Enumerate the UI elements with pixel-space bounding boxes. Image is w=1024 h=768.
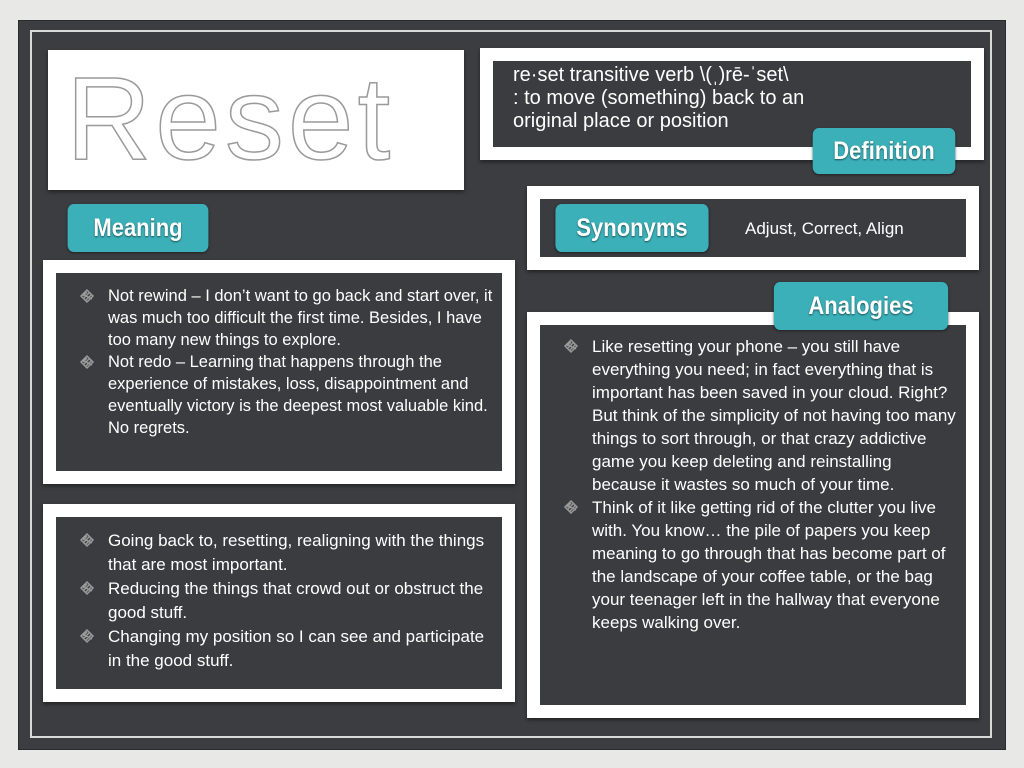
- list-item: [56, 351, 502, 439]
- scribble-bullet-icon: [78, 287, 96, 305]
- synonyms-label: Synonyms: [555, 204, 708, 252]
- list-item: [56, 577, 502, 625]
- definition-line: original place or position: [513, 110, 729, 132]
- meaning-text: Not redo – Learning that happens through the experience of mistakes, loss, disappointment and eventually victory is the deepest most valuable kind. No regrets.: [108, 353, 488, 437]
- meaning-card-2: [43, 504, 515, 702]
- meaning-text: Changing my position so I can see and participate in the good stuff.: [108, 627, 485, 670]
- definition-line: re·set transitive verb \(ˌ)rē-ˈset\: [513, 64, 789, 86]
- scribble-bullet-icon: [562, 337, 580, 355]
- list-item: [540, 335, 966, 496]
- page-title: Reset: [66, 53, 395, 185]
- meaning-card-1: [43, 260, 515, 484]
- scribble-bullet-icon: [78, 627, 96, 645]
- title-card: [48, 50, 464, 190]
- analogy-text: Think of it like getting rid of the clutter you live with. You know… the pile of papers you keep meaning to go through that has become part of the landscape of your coffee table, or the bag your teenager left in the hallway that everyone keeps walking over.: [592, 498, 946, 632]
- analogy-text: Like resetting your phone – you still have everything you need; in fact everything that is important has been saved in your cloud. Right? But think of the simplicity of not having too many things to sort through, or that crazy addictive game you keep deleting and reinstalling because it wastes so much of your time.: [592, 337, 956, 494]
- meaning-text: Not rewind – I don’t want to go back and start over, it was much too difficult the first time. Besides, I have too many new things to explore.: [108, 287, 493, 349]
- analogies-panel: [540, 325, 966, 705]
- list-item: [540, 496, 966, 634]
- scribble-bullet-icon: [78, 531, 96, 549]
- list-item: [56, 625, 502, 673]
- analogies-card: [527, 312, 979, 718]
- scribble-bullet-icon: [562, 498, 580, 516]
- scribble-bullet-icon: [78, 579, 96, 597]
- synonyms-text: Adjust, Correct, Align: [745, 219, 904, 238]
- meaning-panel-1: [56, 273, 502, 471]
- meaning-panel-2: [56, 517, 502, 689]
- list-item: [56, 529, 502, 577]
- meaning-label: Meaning: [68, 204, 209, 252]
- meaning-list-1: [56, 285, 502, 439]
- scribble-bullet-icon: [78, 353, 96, 371]
- meaning-list-2: [56, 529, 502, 673]
- analogies-list: [540, 335, 966, 634]
- analogies-label: Analogies: [774, 282, 948, 330]
- definition-line: : to move (something) back to an: [513, 87, 805, 109]
- meaning-text: Going back to, resetting, realigning with the things that are most important.: [108, 531, 485, 574]
- list-item: [56, 285, 502, 351]
- meaning-text: Reducing the things that crowd out or obstruct the good stuff.: [108, 579, 484, 622]
- definition-label: Definition: [813, 128, 956, 174]
